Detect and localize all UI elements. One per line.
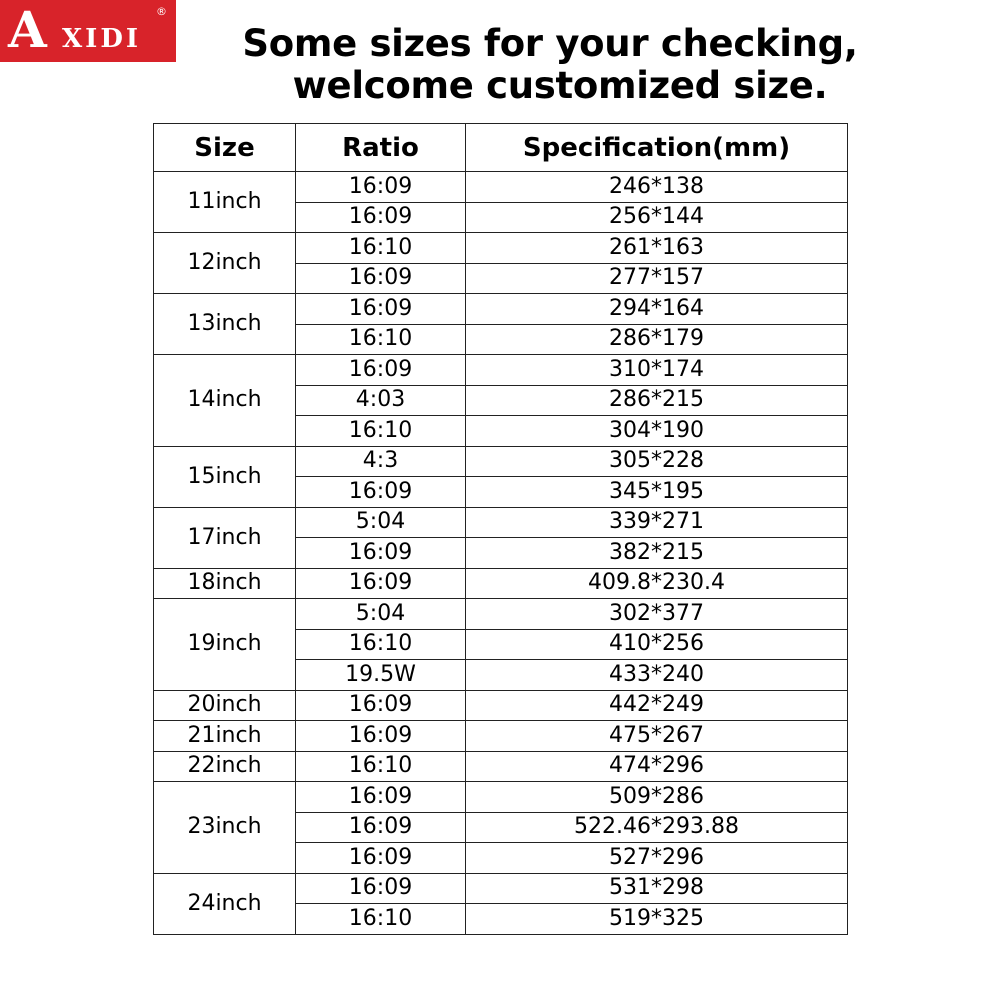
ratio-cell: 16:09	[296, 294, 466, 325]
table-header-row	[154, 124, 848, 172]
size-cell: 13inch	[154, 294, 296, 355]
specification-cell: 475*267	[466, 721, 848, 752]
specification-cell: 522.46*293.88	[466, 812, 848, 843]
table-row	[154, 873, 848, 904]
header-specification: Specification(mm)	[466, 124, 848, 172]
ratio-cell: 16:09	[296, 568, 466, 599]
specification-cell: 261*163	[466, 233, 848, 264]
ratio-cell: 16:10	[296, 751, 466, 782]
specification-cell: 345*195	[466, 477, 848, 508]
size-cell: 19inch	[154, 599, 296, 691]
size-cell: 20inch	[154, 690, 296, 721]
table-row	[154, 355, 848, 386]
specification-cell: 442*249	[466, 690, 848, 721]
size-spec-table	[153, 123, 848, 935]
header-size: Size	[154, 124, 296, 172]
specification-cell: 433*240	[466, 660, 848, 691]
ratio-cell: 16:09	[296, 873, 466, 904]
table-row	[154, 172, 848, 203]
ratio-cell: 16:09	[296, 477, 466, 508]
logo-wordmark: XIDI	[62, 24, 142, 54]
ratio-cell: 16:09	[296, 782, 466, 813]
size-cell: 14inch	[154, 355, 296, 447]
header-ratio: Ratio	[296, 124, 466, 172]
specification-cell: 474*296	[466, 751, 848, 782]
table-row	[154, 233, 848, 264]
ratio-cell: 16:10	[296, 629, 466, 660]
specification-cell: 277*157	[466, 263, 848, 294]
table-row	[154, 446, 848, 477]
specification-cell: 294*164	[466, 294, 848, 325]
specification-cell: 304*190	[466, 416, 848, 447]
table-row	[154, 721, 848, 752]
ratio-cell: 4:03	[296, 385, 466, 416]
table-row	[154, 294, 848, 325]
headline-line-1: Some sizes for your checking,	[242, 22, 858, 65]
specification-cell: 531*298	[466, 873, 848, 904]
size-cell: 12inch	[154, 233, 296, 294]
size-spec-table-body	[154, 124, 848, 935]
specification-cell: 519*325	[466, 904, 848, 935]
ratio-cell: 16:09	[296, 172, 466, 203]
ratio-cell: 5:04	[296, 507, 466, 538]
logo-letter: A	[8, 0, 47, 59]
ratio-cell: 19.5W	[296, 660, 466, 691]
ratio-cell: 16:09	[296, 812, 466, 843]
specification-cell: 410*256	[466, 629, 848, 660]
specification-cell: 305*228	[466, 446, 848, 477]
table-row	[154, 690, 848, 721]
specification-cell: 286*179	[466, 324, 848, 355]
specification-cell: 509*286	[466, 782, 848, 813]
ratio-cell: 16:09	[296, 538, 466, 569]
ratio-cell: 16:09	[296, 721, 466, 752]
specification-cell: 527*296	[466, 843, 848, 874]
ratio-cell: 16:09	[296, 202, 466, 233]
ratio-cell: 16:10	[296, 233, 466, 264]
size-cell: 23inch	[154, 782, 296, 874]
specification-cell: 382*215	[466, 538, 848, 569]
specification-cell: 409.8*230.4	[466, 568, 848, 599]
size-cell: 15inch	[154, 446, 296, 507]
ratio-cell: 16:09	[296, 843, 466, 874]
specification-cell: 286*215	[466, 385, 848, 416]
size-cell: 24inch	[154, 873, 296, 934]
ratio-cell: 16:09	[296, 263, 466, 294]
specification-cell: 256*144	[466, 202, 848, 233]
size-cell: 11inch	[154, 172, 296, 233]
headline-line-2: welcome customized size.	[292, 64, 828, 107]
table-row	[154, 507, 848, 538]
ratio-cell: 16:10	[296, 324, 466, 355]
table-row	[154, 751, 848, 782]
ratio-cell: 4:3	[296, 446, 466, 477]
size-cell: 22inch	[154, 751, 296, 782]
ratio-cell: 16:10	[296, 416, 466, 447]
specification-cell: 339*271	[466, 507, 848, 538]
specification-cell: 246*138	[466, 172, 848, 203]
registered-mark: ®	[156, 5, 167, 18]
size-cell: 18inch	[154, 568, 296, 599]
specification-cell: 302*377	[466, 599, 848, 630]
ratio-cell: 16:10	[296, 904, 466, 935]
specification-cell: 310*174	[466, 355, 848, 386]
table-row	[154, 568, 848, 599]
ratio-cell: 5:04	[296, 599, 466, 630]
size-cell: 21inch	[154, 721, 296, 752]
ratio-cell: 16:09	[296, 355, 466, 386]
table-row	[154, 782, 848, 813]
ratio-cell: 16:09	[296, 690, 466, 721]
size-cell: 17inch	[154, 507, 296, 568]
table-row	[154, 599, 848, 630]
